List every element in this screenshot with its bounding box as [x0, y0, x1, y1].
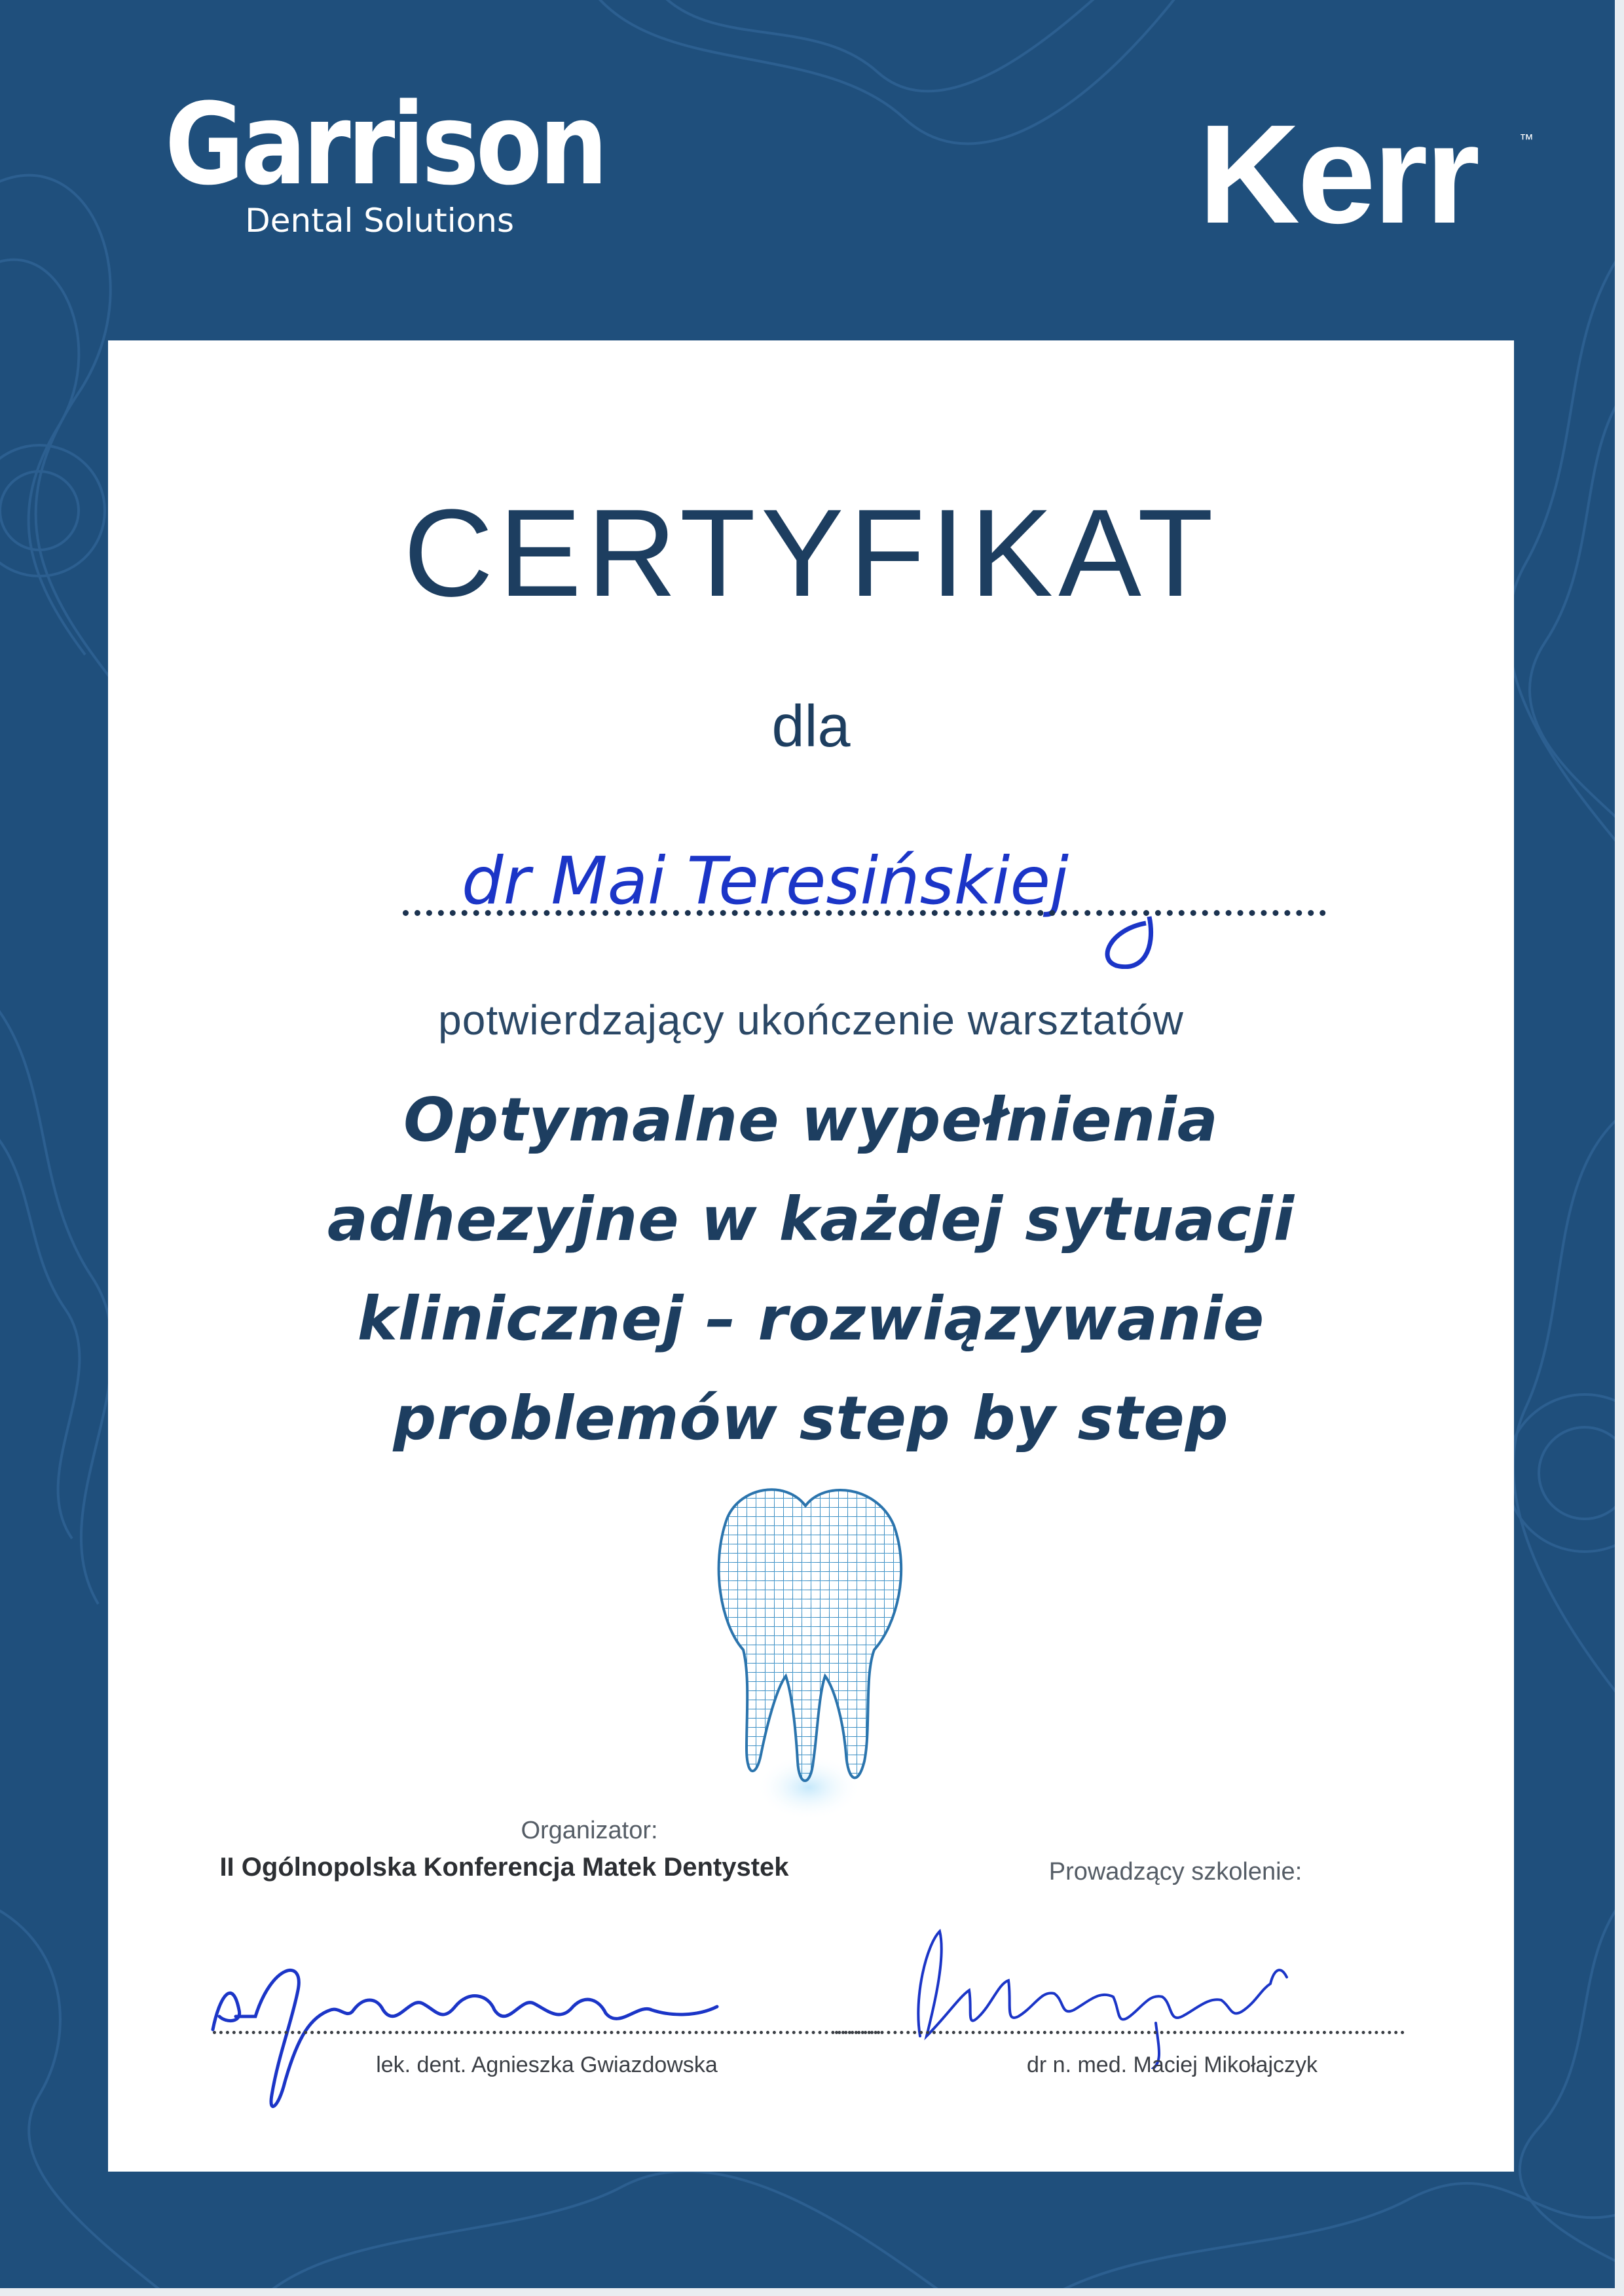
confirmation-text: potwierdzający ukończenie warsztatów [438, 996, 1184, 1044]
instructor-signatory: dr n. med. Maciej Mikołajczyk [1026, 2052, 1318, 2077]
certificate-title: CERTYFIKAT [403, 484, 1219, 623]
instructor-signature-line [835, 2031, 1405, 2034]
recipient-name: dr Mai Teresińskiej [462, 843, 1069, 919]
recipient-dotted-line [403, 910, 1326, 916]
scan-edge-bottom [0, 2288, 1624, 2296]
organizer-signatory: lek. dent. Agnieszka Gwiazdowska [376, 2052, 718, 2077]
organizer-signature-line [213, 2031, 881, 2034]
organizer-signature [200, 1925, 789, 2121]
instructor-label: Prowadzący szkolenie: [1048, 1858, 1302, 1886]
instructor-signature [894, 1918, 1352, 2069]
garrison-subtitle: Dental Solutions [245, 202, 514, 240]
course-title: Optymalne wypełnienia adhezyjne w każdej sytuacji klinicznej – rozwiązywanie problemów step by step [327, 1085, 1295, 1453]
wireframe-tooth-icon [701, 1480, 917, 1820]
garrison-wordmark: Garrison [164, 79, 605, 210]
scan-edge-right [1615, 0, 1624, 2296]
garrison-logo [108, 79, 605, 240]
organizer-name: II Ogólnopolska Konferencja Matek Dentystek [219, 1853, 789, 1882]
recipient-handwritten-name [416, 818, 1300, 969]
kerr-trademark: ™ [1519, 131, 1534, 147]
organizer-label: Organizator: [521, 1817, 658, 1844]
kerr-logo: Kerr [1198, 95, 1478, 253]
certificate-panel [108, 340, 1514, 2172]
for-label: dla [771, 694, 851, 759]
